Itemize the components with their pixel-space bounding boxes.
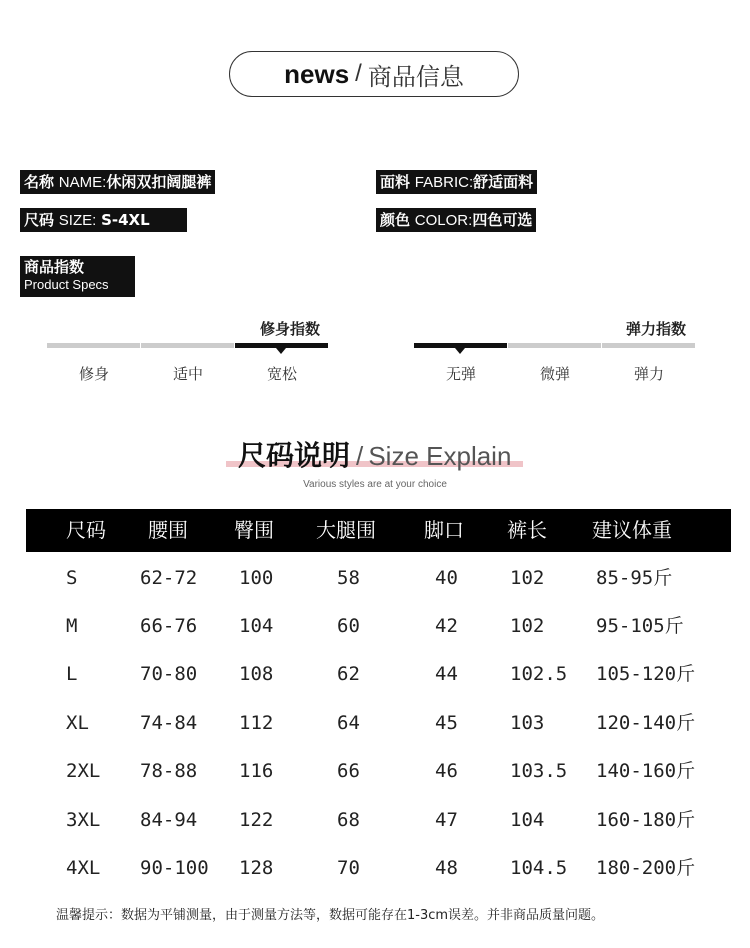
table-cell: 105-120斤: [596, 663, 696, 685]
elastic-option: 无弹: [445, 365, 476, 383]
color-label-en: COLOR:: [414, 212, 473, 229]
table-cell: 74-84: [140, 712, 198, 734]
fabric-label-en: FABRIC:: [414, 174, 474, 191]
size-title-zh: 尺码说明: [238, 439, 351, 472]
size-title-en: Size Explain: [368, 441, 512, 471]
table-cell: 68: [337, 809, 360, 831]
table-cell: 66: [337, 760, 360, 782]
table-cell: 70: [337, 857, 360, 879]
fit-option: 适中: [172, 365, 203, 383]
table-cell: 116: [239, 760, 274, 782]
product-specs-zh: 商品指数: [24, 258, 85, 276]
table-cell: 42: [435, 615, 458, 637]
table-cell: 128: [239, 857, 274, 879]
table-cell: 46: [435, 760, 458, 782]
table-cell: XL: [66, 712, 89, 734]
table-cell: 3XL: [66, 809, 101, 831]
header-title-zh: 商品信息: [367, 62, 464, 91]
table-cell: 60: [337, 615, 360, 637]
color-value: 四色可选: [472, 211, 533, 229]
column-header: 尺码: [66, 518, 106, 542]
table-cell: 90-100: [140, 857, 209, 879]
fit-option: 宽松: [266, 365, 297, 383]
table-cell: 120-140斤: [596, 712, 696, 734]
size-subtitle: Various styles are at your choice: [303, 479, 447, 490]
size-label-en: SIZE:: [58, 212, 97, 229]
table-cell: 40: [435, 567, 458, 589]
table-cell: L: [66, 663, 78, 685]
table-cell: 103.5: [510, 760, 568, 782]
size-label-zh: 尺码: [24, 211, 55, 229]
table-cell: 104.5: [510, 857, 568, 879]
table-cell: 104: [239, 615, 274, 637]
table-cell: 66-76: [140, 615, 198, 637]
elastic-option: 微弹: [539, 365, 570, 383]
column-header: 脚口: [424, 518, 464, 542]
table-cell: 104: [510, 809, 545, 831]
column-header: 裤长: [507, 518, 547, 542]
table-cell: 112: [239, 712, 274, 734]
table-cell: 2XL: [66, 760, 101, 782]
fabric-label-zh: 面料: [380, 173, 411, 191]
table-cell: S: [66, 567, 78, 589]
name-label-en: NAME:: [58, 174, 107, 191]
header-separator: /: [355, 60, 362, 87]
table-cell: 45: [435, 712, 458, 734]
table-cell: 85-95斤: [596, 567, 673, 589]
elastic-index-title: 弹力指数: [626, 320, 687, 338]
size-value: S-4XL: [101, 211, 150, 229]
measurement-note: 温馨提示：数据为平铺测量，由于测量方法等，数据可能存在1-3cm误差。并非商品质量问题。: [56, 908, 605, 923]
table-cell: 44: [435, 663, 458, 685]
table-cell: M: [66, 615, 78, 637]
table-cell: 58: [337, 567, 360, 589]
table-cell: 122: [239, 809, 274, 831]
fit-index-title: 修身指数: [260, 320, 321, 338]
table-cell: 47: [435, 809, 458, 831]
column-header: 臀围: [234, 518, 274, 542]
table-cell: 4XL: [66, 857, 101, 879]
table-cell: 102.5: [510, 663, 568, 685]
table-cell: 78-88: [140, 760, 198, 782]
table-cell: 102: [510, 567, 545, 589]
name-value: 休闲双扣阔腿裤: [106, 173, 212, 191]
column-header: 腰围: [148, 518, 188, 542]
table-cell: 95-105斤: [596, 615, 684, 637]
table-cell: 102: [510, 615, 545, 637]
table-cell: 64: [337, 712, 360, 734]
table-cell: 62: [337, 663, 360, 685]
fit-option: 修身: [78, 365, 109, 383]
header-title-en: news: [284, 58, 350, 89]
table-cell: 108: [239, 663, 274, 685]
table-cell: 62-72: [140, 567, 198, 589]
product-specs-en: Product Specs: [24, 277, 109, 292]
name-label-zh: 名称: [24, 173, 55, 191]
elastic-option: 弹力: [633, 365, 664, 383]
column-header: 大腿围: [316, 518, 376, 542]
color-label-zh: 颜色: [380, 211, 411, 229]
size-title-slash: /: [356, 441, 364, 471]
table-cell: 140-160斤: [596, 760, 696, 782]
table-cell: 160-180斤: [596, 809, 696, 831]
column-header: 建议体重: [592, 518, 672, 542]
table-cell: 84-94: [140, 809, 198, 831]
table-cell: 103: [510, 712, 545, 734]
table-cell: 70-80: [140, 663, 198, 685]
fabric-value: 舒适面料: [473, 173, 534, 191]
table-cell: 180-200斤: [596, 857, 696, 879]
table-cell: 48: [435, 857, 458, 879]
table-cell: 100: [239, 567, 274, 589]
